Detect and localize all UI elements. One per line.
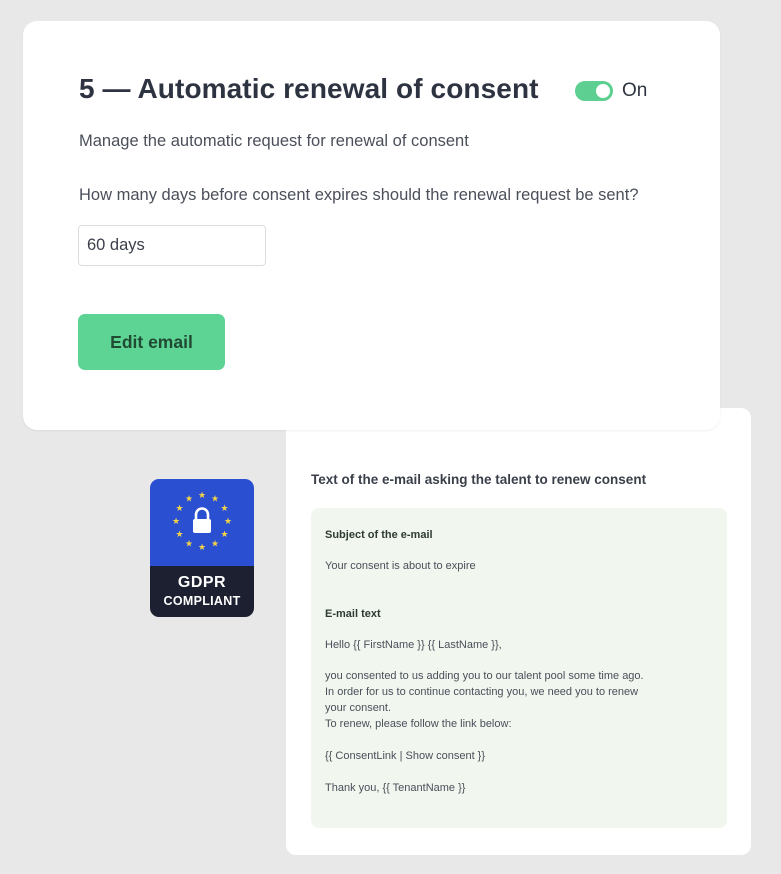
svg-text:★: ★ [184, 539, 194, 550]
email-body-line: your consent. [325, 702, 392, 714]
subject-label: Subject of the e-mail [325, 529, 433, 541]
email-closing: Thank you, {{ TenantName }} [325, 782, 466, 794]
email-body [325, 668, 644, 732]
gdpr-label: GDPR [177, 574, 227, 591]
gdpr-badge [150, 479, 254, 617]
days-input[interactable] [78, 225, 266, 266]
edit-email-button[interactable]: Edit email [78, 314, 225, 370]
email-preview-card [286, 408, 751, 855]
svg-text:★: ★ [184, 494, 194, 505]
days-question: How many days before consent expires should the renewal request be sent? [79, 186, 639, 204]
email-body-line: In order for us to continue contacting you, we need you to renew [325, 686, 639, 698]
card-title: 5 — Automatic renewal of consent [79, 73, 539, 104]
svg-text:★: ★ [223, 517, 233, 527]
gdpr-badge-bottom [150, 566, 254, 617]
svg-text:★: ★ [175, 530, 184, 540]
email-content-box [311, 508, 727, 828]
email-body-line: To renew, please follow the link below: [325, 718, 512, 730]
svg-text:★: ★ [197, 491, 207, 501]
toggle-knob [596, 84, 610, 98]
renewal-toggle-group [575, 80, 647, 102]
compliant-label: COMPLIANT [163, 594, 241, 608]
svg-text:★: ★ [197, 543, 207, 553]
svg-text:★: ★ [210, 494, 220, 505]
svg-text:★: ★ [220, 530, 229, 540]
consent-link-placeholder: {{ ConsentLink | Show consent }} [325, 750, 486, 762]
svg-text:★: ★ [220, 504, 229, 514]
subject-value: Your consent is about to expire [325, 560, 476, 572]
svg-text:★: ★ [210, 539, 220, 550]
eu-stars-lock-icon [150, 479, 254, 566]
toggle-label: On [622, 80, 648, 101]
renewal-toggle[interactable] [575, 81, 613, 101]
gdpr-badge-top [150, 479, 254, 566]
card-description: Manage the automatic request for renewal of consent [79, 132, 469, 150]
svg-text:★: ★ [171, 517, 181, 527]
svg-text:★: ★ [175, 504, 184, 514]
consent-renewal-card [23, 21, 720, 430]
email-greeting: Hello {{ FirstName }} {{ LastName }}, [325, 639, 502, 651]
email-preview-heading: Text of the e-mail asking the talent to renew consent [311, 472, 647, 487]
email-body-line: you consented to us adding you to our talent pool some time ago. [325, 670, 644, 682]
email-text-label: E-mail text [325, 608, 381, 620]
